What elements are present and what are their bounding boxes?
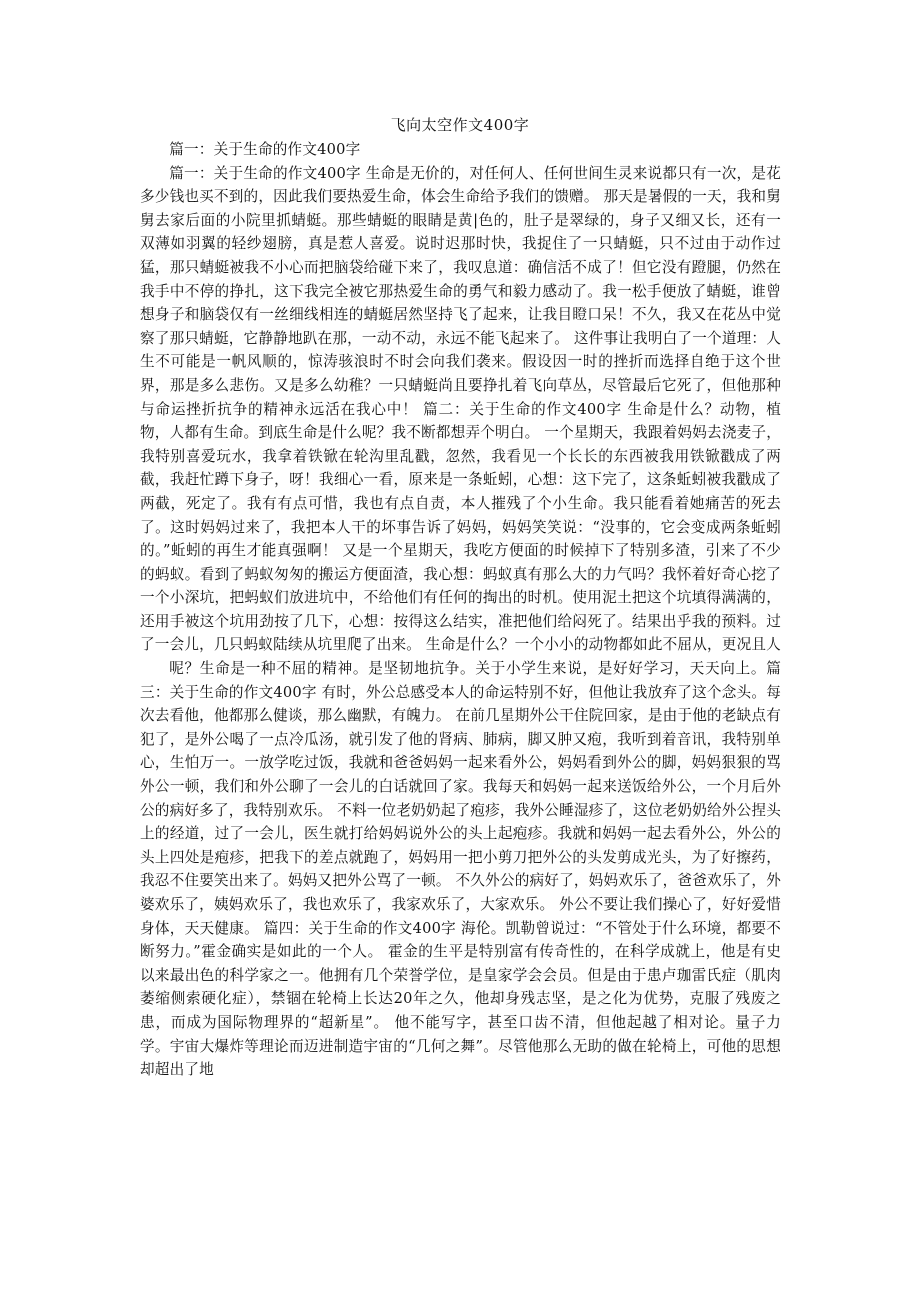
paragraph: 呢？生命是一种不屈的精神。是坚韧地抗争。关于小学生来说，是好好学习，天天向上。篇三：关于生命的作文400字 有时，外公总感受本人的命运特别不好，但他让我放弃了这个念头。每次去看他，他都那么健谈，那么幽默，有魄力。 在前几星期外公干住院回家，是由于他的老缺点有犯了，是外公喝了一点冷瓜汤，就引发了他的肾病、肺病，脚又肿又疱，我听到着音讯，我特别单心，生怕万一。一放学吃过饭，我就和爸爸妈妈一起来看外公，妈妈看到外公的脚，妈妈狠狠的骂外公一顿，我们和外公聊了一会儿的白话就回了家。我每天和妈妈一起来送饭给外公，一个月后外公的病好多了，我特别欢乐。 不料一位老奶奶起了疱疹，我外公睡湿疹了，这位老奶奶给外公捏头上的经道，过了一会儿，医生就打给妈妈说外公的头上起疱疹。我就和妈妈一起去看外公，外公的头上四处是疱疹，把我下的差点就跑了，妈妈用一把小剪刀把外公的头发剪成光头，为了好擦药，我忍不住要笑出来了。妈妈又把外公骂了一顿。 不久外公的病好了，妈妈欢乐了，爸爸欢乐了，外婆欢乐了，姨妈欢乐了，我也欢乐了，我家欢乐了，大家欢乐。 外公不要让我们操心了，好好爱惜身体，天天健康。 篇四：关于生命的作文400字 海伦。凯勒曾说过：“不管处于什么环境，都要不断努力。”霍金确实是如此的一个人。 霍金的生平是特别富有传奇性的，在科学成就上，他是有史以来最出色的科学家之一。他拥有几个荣誉学位，是皇家学会会员。但是由于患卢珈雷氏症（肌肉萎缩侧索硬化症），禁锢在轮椅上长达20年之久，他却身残志坚，是之化为优势，克服了残废之患，而成为国际物理界的“超新星”。 他不能写字，甚至口齿不清，但他起越了相对论。量子力学。宇宙大爆炸等理论而迈进制造宇宙的“几何之舞”。尽管他那么无助的做在轮椅上，可他的思想却超出了地	[140, 660, 781, 1079]
document-body	[140, 138, 781, 1082]
paragraph: 篇一：关于生命的作文400字 生命是无价的，对任何人、任何世间生灵来说都只有一次，是花多少钱也买不到的，因此我们要热爱生命，体会生命给予我们的馈赠。 那天是暑假的一天，我和舅舅去家后面的小院里抓蜻蜓。那些蜻蜓的眼睛是黄|色的，肚子是翠绿的，身子又细又长，还有一双薄如羽翼的轻纱翅膀，真是惹人喜爱。说时迟那时快，我捉住了一只蜻蜓，只不过由于动作过猛，那只蜻蜓被我不小心而把脑袋给碰下来了，我叹息道：确信活不成了！但它没有蹬腿，仍然在我手中不停的挣扎，这下我完全被它那热爱生命的勇气和毅力感动了。我一松手便放了蜻蜓，谁曾想身子和脑袋仅有一丝细线相连的蜻蜓居然坚持飞了起来，让我目瞪口呆！不久，我又在花丛中觉察了那只蜻蜓，它静静地趴在那，一动不动，永远不能飞起来了。 这件事让我明白了一个道理：人生不可能是一帆风顺的，惊涛骇浪时不时会向我们袭来。假设因一时的挫折而选择自绝于这个世界，那是多么悲伤。又是多么幼稚？一只蜻蜓尚且要挣扎着飞向草丛，尽管最后它死了，但他那种与命运挫折抗争的精神永远活在我心中！ 篇二：关于生命的作文400字 生命是什么？动物，植物，人都有生命。到底生命是什么呢？我不断都想弄个明白。 一个星期天，我跟着妈妈去浇麦子，我特别喜爱玩水，我拿着铁锨在轮沟里乱戳，忽然，我看见一个长长的东西被我用铁锨戳成了两截，我赶忙蹲下身子，呀！我细心一看，原来是一条蚯蚓，心想：这下完了，这条蚯蚓被我戳成了两截，死定了。我有有点可惜，我也有点自责，本人摧残了个小生命。我只能看着她痛苦的死去了。这时妈妈过来了，我把本人干的坏事告诉了妈妈，妈妈笑笑说：“没事的，它会变成两条蚯蚓的。”蚯蚓的再生才能真强啊！ 又是一个星期天，我吃方便面的时候掉下了特别多渣，引来了不少的蚂蚁。看到了蚂蚁匆匆的搬运方便面渣，我心想：蚂蚁真有那么大的力气吗？我怀着好奇心挖了一个小深坑，把蚂蚁们放进坑中，不给他们有任何的掏出的时机。使用泥土把这个坑填得满满的，还用手被这个坑用劲按了几下，心想：按得这么结实，准把他们给闷死了。结果出乎我的预料。过了一会儿，几只蚂蚁陆续从坑里爬了出来。 生命是什么？一个小小的动物都如此不屈从，更况且人	[140, 164, 781, 654]
document-title: 飞向太空作文400字	[390, 116, 530, 134]
paragraph-heading: 篇一：关于生命的作文400字	[169, 141, 361, 158]
